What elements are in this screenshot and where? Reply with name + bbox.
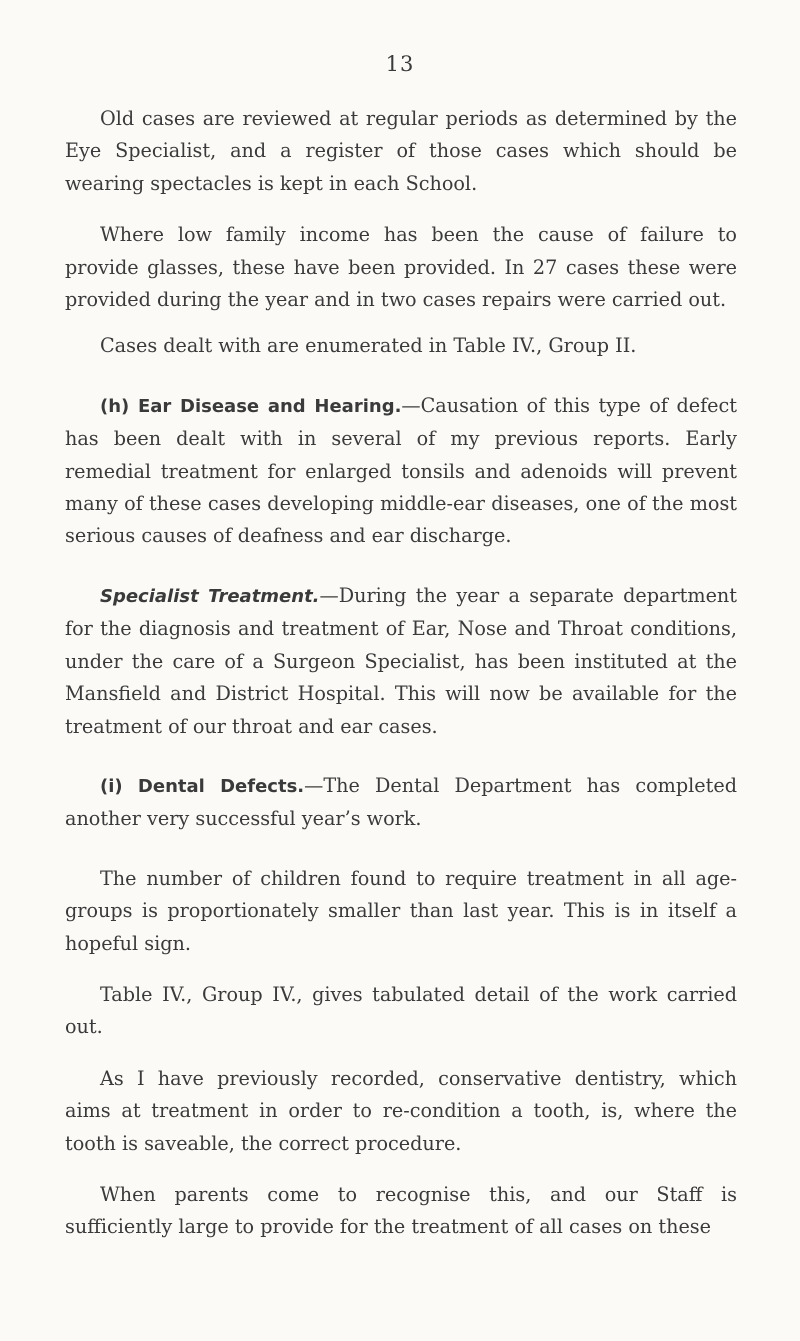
section-text-ear-disease: —Causation of this type of defect has been dealt with in several of my previous reports. Early remedial treatment for enlarged tonsils and adenoids will prevent many of these cases developing middle-ear diseases, one of the most serious causes of deafness and ear discharge. xyxy=(65,393,737,548)
section-heading-ear-disease: (h) Ear Disease and Hearing. xyxy=(100,395,402,417)
paragraph-eye-register: Old cases are reviewed at regular periods as determined by the Eye Specialist, and a register of those cases which should be wearing spectacles is kept in each School. xyxy=(65,107,737,195)
section-specialist-treatment xyxy=(65,580,737,743)
paragraph-parents-recognise: When parents come to recognise this, and our Staff is sufficiently large to provide for the treatment of all cases on these xyxy=(65,1182,737,1239)
section-heading-specialist-treatment: Specialist Treatment. xyxy=(100,585,320,607)
paragraph-children-treatment: The number of children found to require treatment in all age-groups is proportionately smaller than last year. This is in itself a hopeful sign. xyxy=(65,866,737,955)
page-number: 13 xyxy=(385,52,415,76)
section-heading-dental-defects: (i) Dental Defects. xyxy=(100,775,305,797)
page-body xyxy=(65,103,737,1244)
paragraph-glasses-provided: Where low family income has been the cause of failure to provide glasses, these have been provided. In 27 cases these were provided during the year and in two cases repairs were carried out. xyxy=(65,223,737,312)
paragraph-table-reference: Table IV., Group IV., gives tabulated detail of the work carried out. xyxy=(65,982,737,1039)
section-text-specialist-treatment: —During the year a separate department for the diagnosis and treatment of Ear, Nose and Throat conditions, under the care of a Surgeon Specialist, has been instituted at the Mansfield and District Hospital. This will now be available for the treatment of our throat and ear cases. xyxy=(65,583,737,738)
section-ear-disease xyxy=(65,390,737,553)
paragraph-cases-enumerated: Cases dealt with are enumerated in Table IV., Group II. xyxy=(100,334,637,358)
paragraph-conservative-dentistry: As I have previously recorded, conservative dentistry, which aims at treatment in order to re-condition a tooth, is, where the tooth is saveable, the correct procedure. xyxy=(65,1066,737,1155)
section-dental-defects xyxy=(65,770,737,836)
section-text-dental-defects: —The Dental Department has completed another very successful year’s work. xyxy=(65,773,737,831)
